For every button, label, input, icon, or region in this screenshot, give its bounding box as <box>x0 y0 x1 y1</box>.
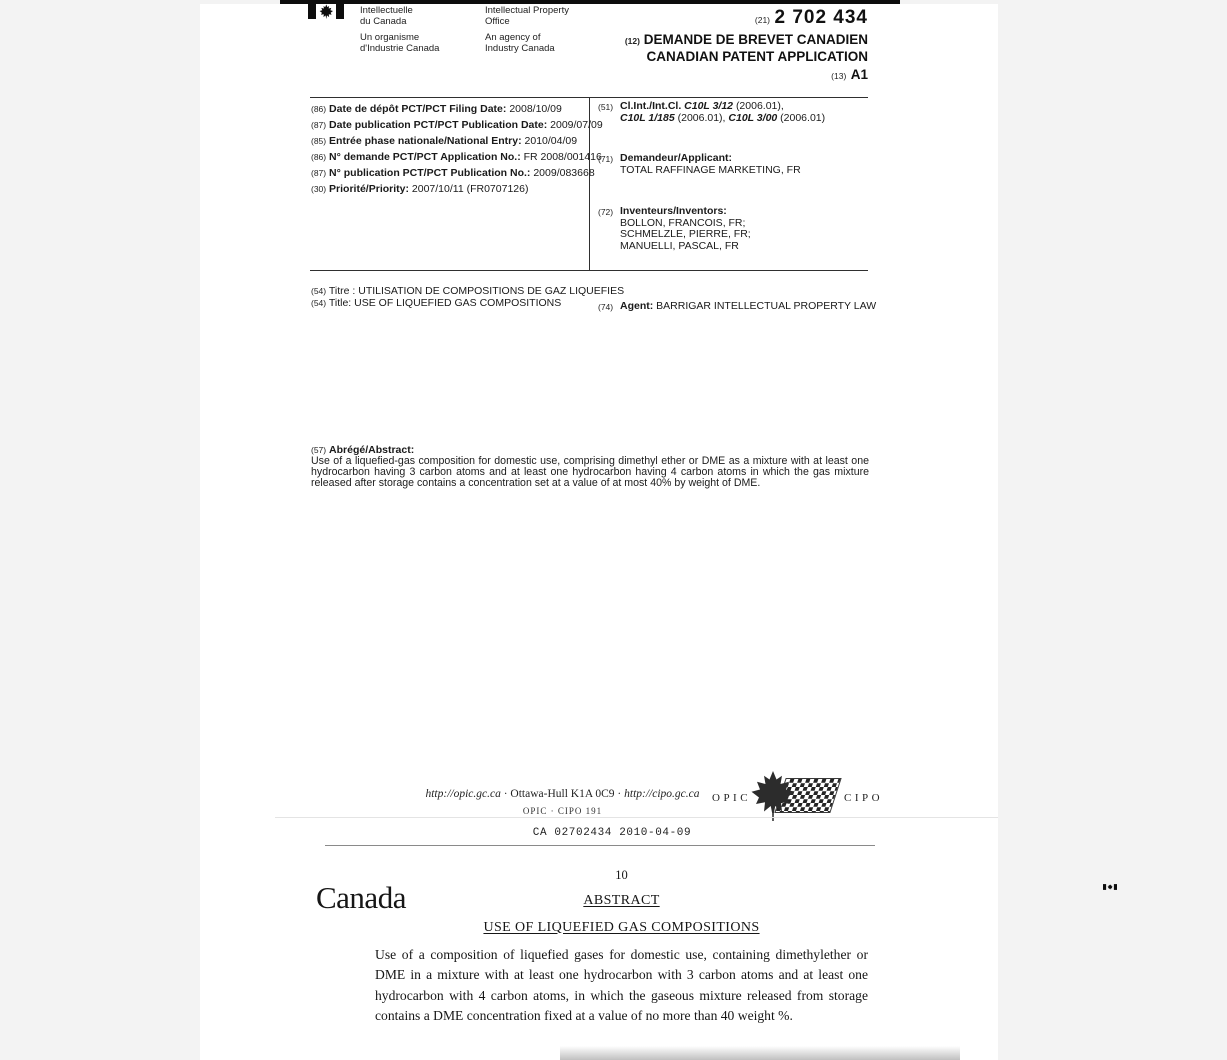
doc-type-fr: DEMANDE DE BREVET CANADIEN <box>643 32 868 47</box>
document-page <box>200 4 998 1060</box>
field-pct-application-no: (86) N° demande PCT/PCT Application No.: FR 2008/001416 <box>311 151 602 163</box>
inid-12: (12) <box>624 36 640 46</box>
inid-71: (71) <box>598 154 614 164</box>
doc-type-fr-line <box>625 32 868 49</box>
title-fr: UTILISATION DE COMPOSITIONS DE GAZ LIQUEFIES <box>358 285 625 297</box>
office-name-en: Intellectual Property Office <box>485 5 569 27</box>
office-name-fr: Intellectuelle du Canada <box>360 5 413 27</box>
stamp-underline-rule <box>325 845 875 846</box>
page-break-hairline <box>275 817 998 818</box>
agent-name: BARRIGAR INTELLECTUAL PROPERTY LAW <box>656 300 877 312</box>
logo-cipo-text: CIPO <box>844 792 884 804</box>
abstract-text: Use of a liquefied-gas composition for domestic use, comprising dimethyl ether or DME as a mixture with at least one hydrocarbon having 3 carbon atoms and at least one hydrocarbon having 4 carbon atoms in which the gas mixture released after storage contains a concentration set at a value of at most 40% by weight of DME. <box>311 454 869 490</box>
inid-85: (85) <box>311 136 327 146</box>
inventor-name: SCHMELZLE, PIERRE, FR; <box>620 228 751 240</box>
opic-cipo-logo <box>712 770 882 822</box>
maple-leaf-icon <box>748 770 798 822</box>
title-en: USE OF LIQUEFIED GAS COMPOSITIONS <box>354 296 562 309</box>
doc-code: OPIC · CIPO 191 <box>522 806 603 816</box>
inid-30: (30) <box>311 184 327 194</box>
agency-name-fr: Un organisme d'Industrie Canada <box>360 32 440 54</box>
inid-74: (74) <box>598 302 614 312</box>
canada-wordmark: Canada <box>316 880 1114 916</box>
inid-86b: (86) <box>311 152 327 162</box>
abstract-label-line: (57) Abrégé/Abstract: <box>311 444 415 456</box>
patent-number-line <box>625 7 868 29</box>
field-ipc: (51) Cl.Int./Int.Cl. C10L 3/12 (2006.01), C10L 1/185 (2006.01), C10L 3/00 (2006.01) <box>598 100 826 124</box>
cipo-url: http://cipo.gc.ca <box>624 788 700 800</box>
scan-shadow-artifact <box>560 1046 960 1060</box>
canada-flag-icon <box>308 4 344 19</box>
title-fr-line: (54) Titre : UTILISATION DE COMPOSITIONS DE GAZ LIQUEFIES <box>311 285 625 297</box>
abstract-heading: ABSTRACT <box>583 893 660 908</box>
field-agent: (74) Agent: BARRIGAR INTELLECTUAL PROPERTY LAW <box>598 300 877 312</box>
inid-54-fr: (54) <box>311 286 327 296</box>
inid-21: (21) <box>754 15 771 25</box>
inid-86: (86) <box>311 104 327 114</box>
kind-code: A1 <box>850 67 868 82</box>
inid-57: (57) <box>311 445 327 455</box>
abstract-paragraph: Use of a composition of liquefied gases for domestic use, containing dimethylether or DME in a mixture with at least one hydrocarbon with 3 carbon atoms and at least one hydrocarbon with 4 carbon atoms, in which the gaseous mixture released from storage contains a DME concentration fixed at a value of no more than 40 weight %. <box>375 947 868 1023</box>
field-national-entry: (85) Entrée phase nationale/National Entry: 2010/04/09 <box>311 135 578 147</box>
patent-number: 2 702 434 <box>774 7 868 28</box>
doc-type-en-line <box>625 49 868 64</box>
agency-name-en: An agency of Industry Canada <box>485 32 555 54</box>
inid-87b: (87) <box>311 168 327 178</box>
logo-opic-text: OPIC <box>712 792 752 804</box>
field-pct-publication-no: (87) N° publication PCT/PCT Publication No.: 2009/083668 <box>311 167 595 179</box>
page-number: 10 <box>615 868 628 882</box>
inid-72: (72) <box>598 207 614 217</box>
biblio-bottom-rule <box>310 270 868 271</box>
inid-13: (13) <box>831 71 847 81</box>
canada-wordmark-flag-icon <box>1103 883 1117 891</box>
field-applicant: (71) Demandeur/Applicant: TOTAL RAFFINAGE MARKETING, FR <box>598 153 1227 176</box>
doc-type-en: CANADIAN PATENT APPLICATION <box>646 49 868 64</box>
kind-code-line <box>625 66 868 84</box>
inventor-name: BOLLON, FRANCOIS, FR; <box>620 216 746 229</box>
inid-54-en: (54) <box>311 297 327 308</box>
field-pct-publication-date: (87) Date publication PCT/PCT Publication Date: 2009/07/09 <box>311 119 603 131</box>
applicant-name: TOTAL RAFFINAGE MARKETING, FR <box>620 163 801 176</box>
inid-51: (51) <box>598 102 614 112</box>
inventor-name: MANUELLI, PASCAL, FR <box>620 239 739 252</box>
office-address-line: http://opic.gc.ca · Ottawa-Hull K1A 0C9 · http://cipo.gc.ca <box>425 788 700 800</box>
abstract-subheading: USE OF LIQUEFIED GAS COMPOSITIONS <box>483 919 760 935</box>
ca-filing-stamp: CA 02702434 2010-04-09 <box>532 827 692 839</box>
field-pct-filing-date: (86) Date de dépôt PCT/PCT Filing Date: 2008/10/09 <box>311 103 562 115</box>
field-inventors: (72) Inventeurs/Inventors: BOLLON, FRANCOIS, FR; SCHMELZLE, PIERRE, FR; MANUELLI, PASCAL, FR <box>598 206 1227 252</box>
opic-url: http://opic.gc.ca <box>425 788 501 800</box>
title-en-line: (54) Title: USE OF LIQUEFIED GAS COMPOSITIONS <box>311 296 562 309</box>
header-right-block <box>625 7 868 84</box>
inid-87: (87) <box>311 120 327 130</box>
field-priority: (30) Priorité/Priority: 2007/10/11 (FR0707126) <box>311 183 529 195</box>
